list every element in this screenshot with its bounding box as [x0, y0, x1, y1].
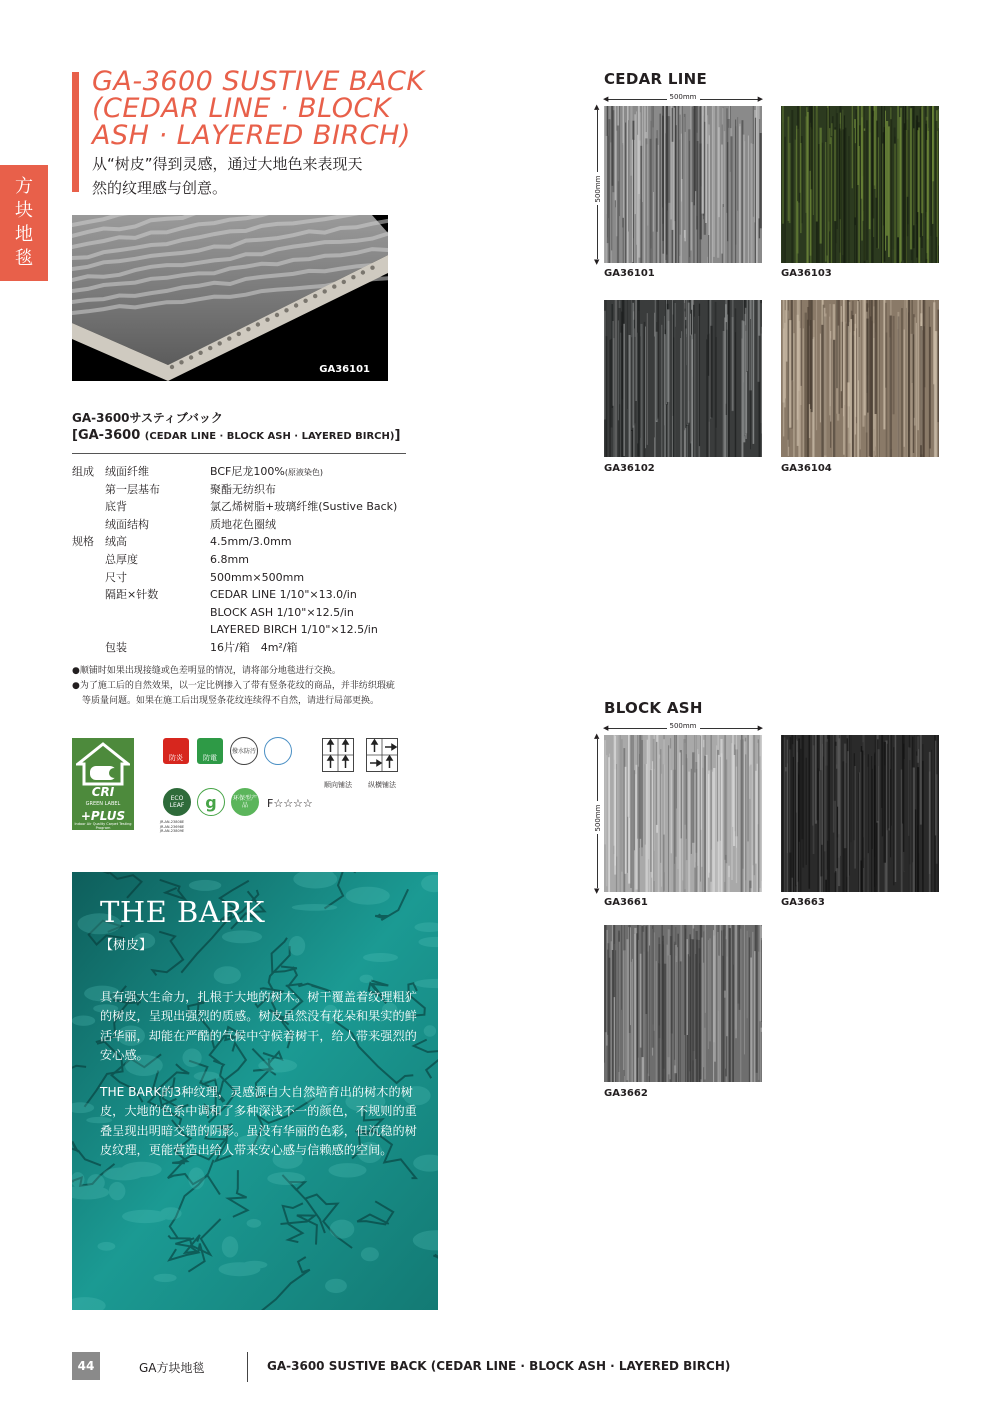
swatch-ga3663[interactable] [781, 735, 939, 892]
spec-item: 隔距×针数 [105, 588, 159, 602]
carpet-texture [604, 106, 762, 263]
swatch-ga3662[interactable] [604, 925, 762, 1082]
spec-value-text: 聚酯无纺织布 [210, 482, 276, 496]
title-line: ASH · LAYERED BIRCH) [92, 120, 411, 151]
spec-value [210, 463, 323, 482]
swatch-code: GA36102 [604, 463, 655, 474]
parallel-install-icon [322, 738, 354, 772]
cri-text: CRI [91, 785, 115, 799]
spec-row [72, 463, 412, 481]
house-icon [76, 742, 130, 786]
spec-value-text: BLOCK ASH 1/10"×12.5/in [210, 605, 354, 619]
arrows-mixed-icon [367, 739, 397, 771]
spec-row [72, 604, 412, 622]
dimension-label: 500mm [667, 722, 700, 730]
swatch-ga36102[interactable] [604, 300, 762, 457]
block-height-dimension: ▲ ▼ 500mm [594, 732, 602, 895]
side-tab-char: 地 [15, 224, 33, 245]
spec-value-text: CEDAR LINE 1/10"×13.0/in [210, 588, 357, 602]
carpet-texture [604, 925, 762, 1082]
spec-row [72, 639, 412, 657]
quarter-turn-install-icon [366, 738, 398, 772]
swatch-ga36101[interactable] [604, 106, 762, 263]
spec-value [210, 516, 276, 535]
spec-row [72, 533, 412, 551]
spec-table [72, 463, 412, 657]
fire-retardant-badge [163, 738, 189, 764]
spec-row [72, 481, 412, 499]
carpet-texture [781, 106, 939, 263]
footer-divider [247, 1352, 248, 1382]
spec-notes [72, 664, 402, 709]
product-photo [72, 215, 388, 381]
cedar-height-dimension: ▲ ▼ 500mm [594, 103, 602, 266]
spec-row [72, 621, 412, 639]
swatch-code: GA3662 [604, 1088, 648, 1099]
footer-category: GA方块地毯 [139, 1361, 205, 1375]
spec-value-text: 质地花色圈绒 [210, 517, 276, 531]
eco-leaf-badge [163, 788, 191, 816]
bark-title: THE BARK [100, 895, 265, 929]
note-item: ●顺铺时如果出现接缝或色差明显的情况，请将部分地毯进行交换。 [72, 666, 341, 676]
bark-paragraph: THE BARK的3种纹理，灵感源自大自然培育出的树木的树皮，大地的色系中调和了多种深浅不一的颜色，不规则的重叠呈现出明暗交错的阴影。虽没有华丽的色彩，但沉稳的树皮纹理，更能营造出给人带来安心感与信赖感的空间。 [100, 1085, 417, 1158]
block-ash-title: BLOCK ASH [604, 699, 703, 717]
spec-value-text: BCF尼龙100% [210, 465, 285, 478]
eco-code-list [160, 820, 184, 834]
cri-small-text: Indoor Air Quality Carpet Testing Program [74, 822, 132, 830]
spec-heading-detail: (CEDAR LINE · BLOCK ASH · LAYERED BIRCH) [144, 431, 395, 442]
carpet-texture [781, 300, 939, 457]
spec-item: 底背 [105, 500, 127, 514]
fire-badge-label: 防炎 [169, 754, 183, 762]
spec-item: 尺寸 [105, 570, 127, 584]
block-width-dimension: ◀ ▶ 500mm [603, 722, 763, 732]
swatch-ga36103[interactable] [781, 106, 939, 263]
arrows-up-icon [323, 739, 353, 771]
swatch-ga3661[interactable] [604, 735, 762, 892]
spec-row [72, 498, 412, 516]
carpet-texture [604, 300, 762, 457]
spec-item: 包装 [105, 640, 127, 654]
env-badge-label: 环保型产品 [232, 795, 257, 809]
spec-value-text: 氯乙烯树脂+玻璃纤维(Sustive Back) [210, 500, 398, 514]
spec-value [210, 621, 378, 640]
env-product-badge [231, 788, 259, 816]
spec-value [210, 498, 397, 517]
spec-item: 绒面结构 [105, 517, 149, 531]
bark-subtitle: 【树皮】 [100, 938, 153, 953]
spec-row [72, 551, 412, 569]
subtitle-line: 从“树皮”得到灵感，通过大地色来表现天 [92, 155, 363, 173]
cri-green-label: GREEN LABEL [85, 801, 121, 807]
page-subtitle [92, 152, 422, 200]
spec-heading-jp: GA-3600サスティブバック [72, 411, 223, 425]
spec-value [210, 604, 354, 623]
spec-value [210, 533, 292, 552]
eco-code: JR-AN-23808E [160, 820, 185, 824]
the-bark-panel [72, 872, 438, 1310]
spec-group: 规格 [72, 535, 94, 549]
swatch-code: GA36103 [781, 268, 832, 279]
dimension-label: 500mm [594, 172, 602, 205]
cri-plus: +PLUS [80, 809, 126, 823]
spec-item: 第一层基布 [105, 482, 160, 496]
spec-value-text: 16片/箱 4m²/箱 [210, 640, 298, 654]
page-number: 44 [72, 1352, 100, 1380]
install-label-quarter: 纵横铺法 [368, 781, 396, 789]
static-badge-label: 防電 [203, 754, 217, 762]
spec-item: 总厚度 [105, 552, 138, 566]
spec-value-text: 500mm×500mm [210, 570, 305, 584]
swatch-code: GA36104 [781, 463, 832, 474]
cri-green-label-logo [72, 738, 134, 830]
spec-value-text: LAYERED BIRCH 1/10"×12.5/in [210, 623, 378, 637]
title-line: (CEDAR LINE · BLOCK [92, 93, 392, 124]
spec-heading-suffix: ] [394, 428, 401, 443]
eco-mark-icon [264, 737, 292, 765]
eco-leaf-label: ECO LEAF [169, 795, 185, 809]
spec-row [72, 586, 412, 604]
spec-value-text: 4.5mm/3.0mm [210, 535, 292, 549]
carpet-texture [781, 735, 939, 892]
cedar-width-dimension: ◀ ▶ 500mm [603, 93, 763, 103]
swatch-code: GA36101 [604, 268, 655, 279]
spec-item: 绒面纤维 [105, 465, 149, 478]
spec-row [72, 569, 412, 587]
side-tab-char: 块 [15, 200, 33, 221]
spec-heading [72, 428, 400, 443]
spec-value [210, 551, 249, 570]
spec-group: 组成 [72, 465, 94, 478]
spec-item: 绒高 [105, 535, 127, 549]
swatch-code: GA3661 [604, 897, 648, 908]
spec-heading-prefix: [GA-3600 [72, 428, 145, 443]
bark-description [100, 988, 420, 1178]
eco-code: JR-AN-23809E [160, 829, 185, 833]
spec-value [210, 481, 276, 500]
footer-title: GA-3600 SUSTIVE BACK (CEDAR LINE · BLOCK ASH · LAYERED BIRCH) [267, 1359, 731, 1373]
swatch-code: GA3663 [781, 897, 825, 908]
swatch-ga36104[interactable] [781, 300, 939, 457]
category-side-tab [0, 165, 48, 281]
spec-value-text: 6.8mm [210, 552, 249, 566]
water-badge-label: 撥水防汚 [231, 747, 256, 755]
spec-value [210, 569, 304, 588]
spec-value [210, 586, 357, 605]
title-line: GA-3600 SUSTIVE BACK [92, 66, 425, 97]
g-badge-label: g [205, 792, 217, 812]
dimension-label: 500mm [594, 801, 602, 834]
photo-label: GA36101 [319, 364, 370, 375]
side-tab-char: 毯 [15, 248, 33, 269]
bark-paragraph: 具有强大生命力，扎根于大地的树木。树干覆盖着纹理粗犷的树皮，呈现出强烈的质感。树皮虽然没有花朵和果实的鲜活华丽，却能在严酷的气候中守候着树干，给人带来强烈的安心感。 [100, 990, 417, 1062]
spec-value [210, 639, 298, 658]
subtitle-line: 然的纹理感与创意。 [92, 179, 228, 197]
spec-divider [72, 453, 406, 454]
green-g-badge [197, 788, 225, 816]
dimension-label: 500mm [667, 93, 700, 101]
antistatic-badge [197, 738, 223, 764]
spec-row [72, 516, 412, 534]
carpet-closeup-image [72, 215, 388, 381]
cedar-line-title: CEDAR LINE [604, 70, 708, 88]
carpet-texture [604, 735, 762, 892]
page-title [92, 66, 425, 151]
title-accent-bar [72, 72, 79, 192]
spec-value-note: (原液染色) [284, 468, 324, 477]
eco-code: JR-AN-23698E [160, 824, 185, 829]
f-star-rating: F☆☆☆☆ [267, 797, 313, 810]
side-tab-char: 方 [15, 176, 33, 197]
note-item: ●为了施工后的自然效果，以一定比例掺入了带有竖条花纹的商品，并非纺织瑕疵等质量问题。如果在施工后出现竖条花纹连续得不自然，请进行局部更换。 [72, 681, 395, 706]
water-repellent-badge [230, 737, 258, 765]
install-label-parallel: 顺向铺法 [324, 781, 352, 789]
